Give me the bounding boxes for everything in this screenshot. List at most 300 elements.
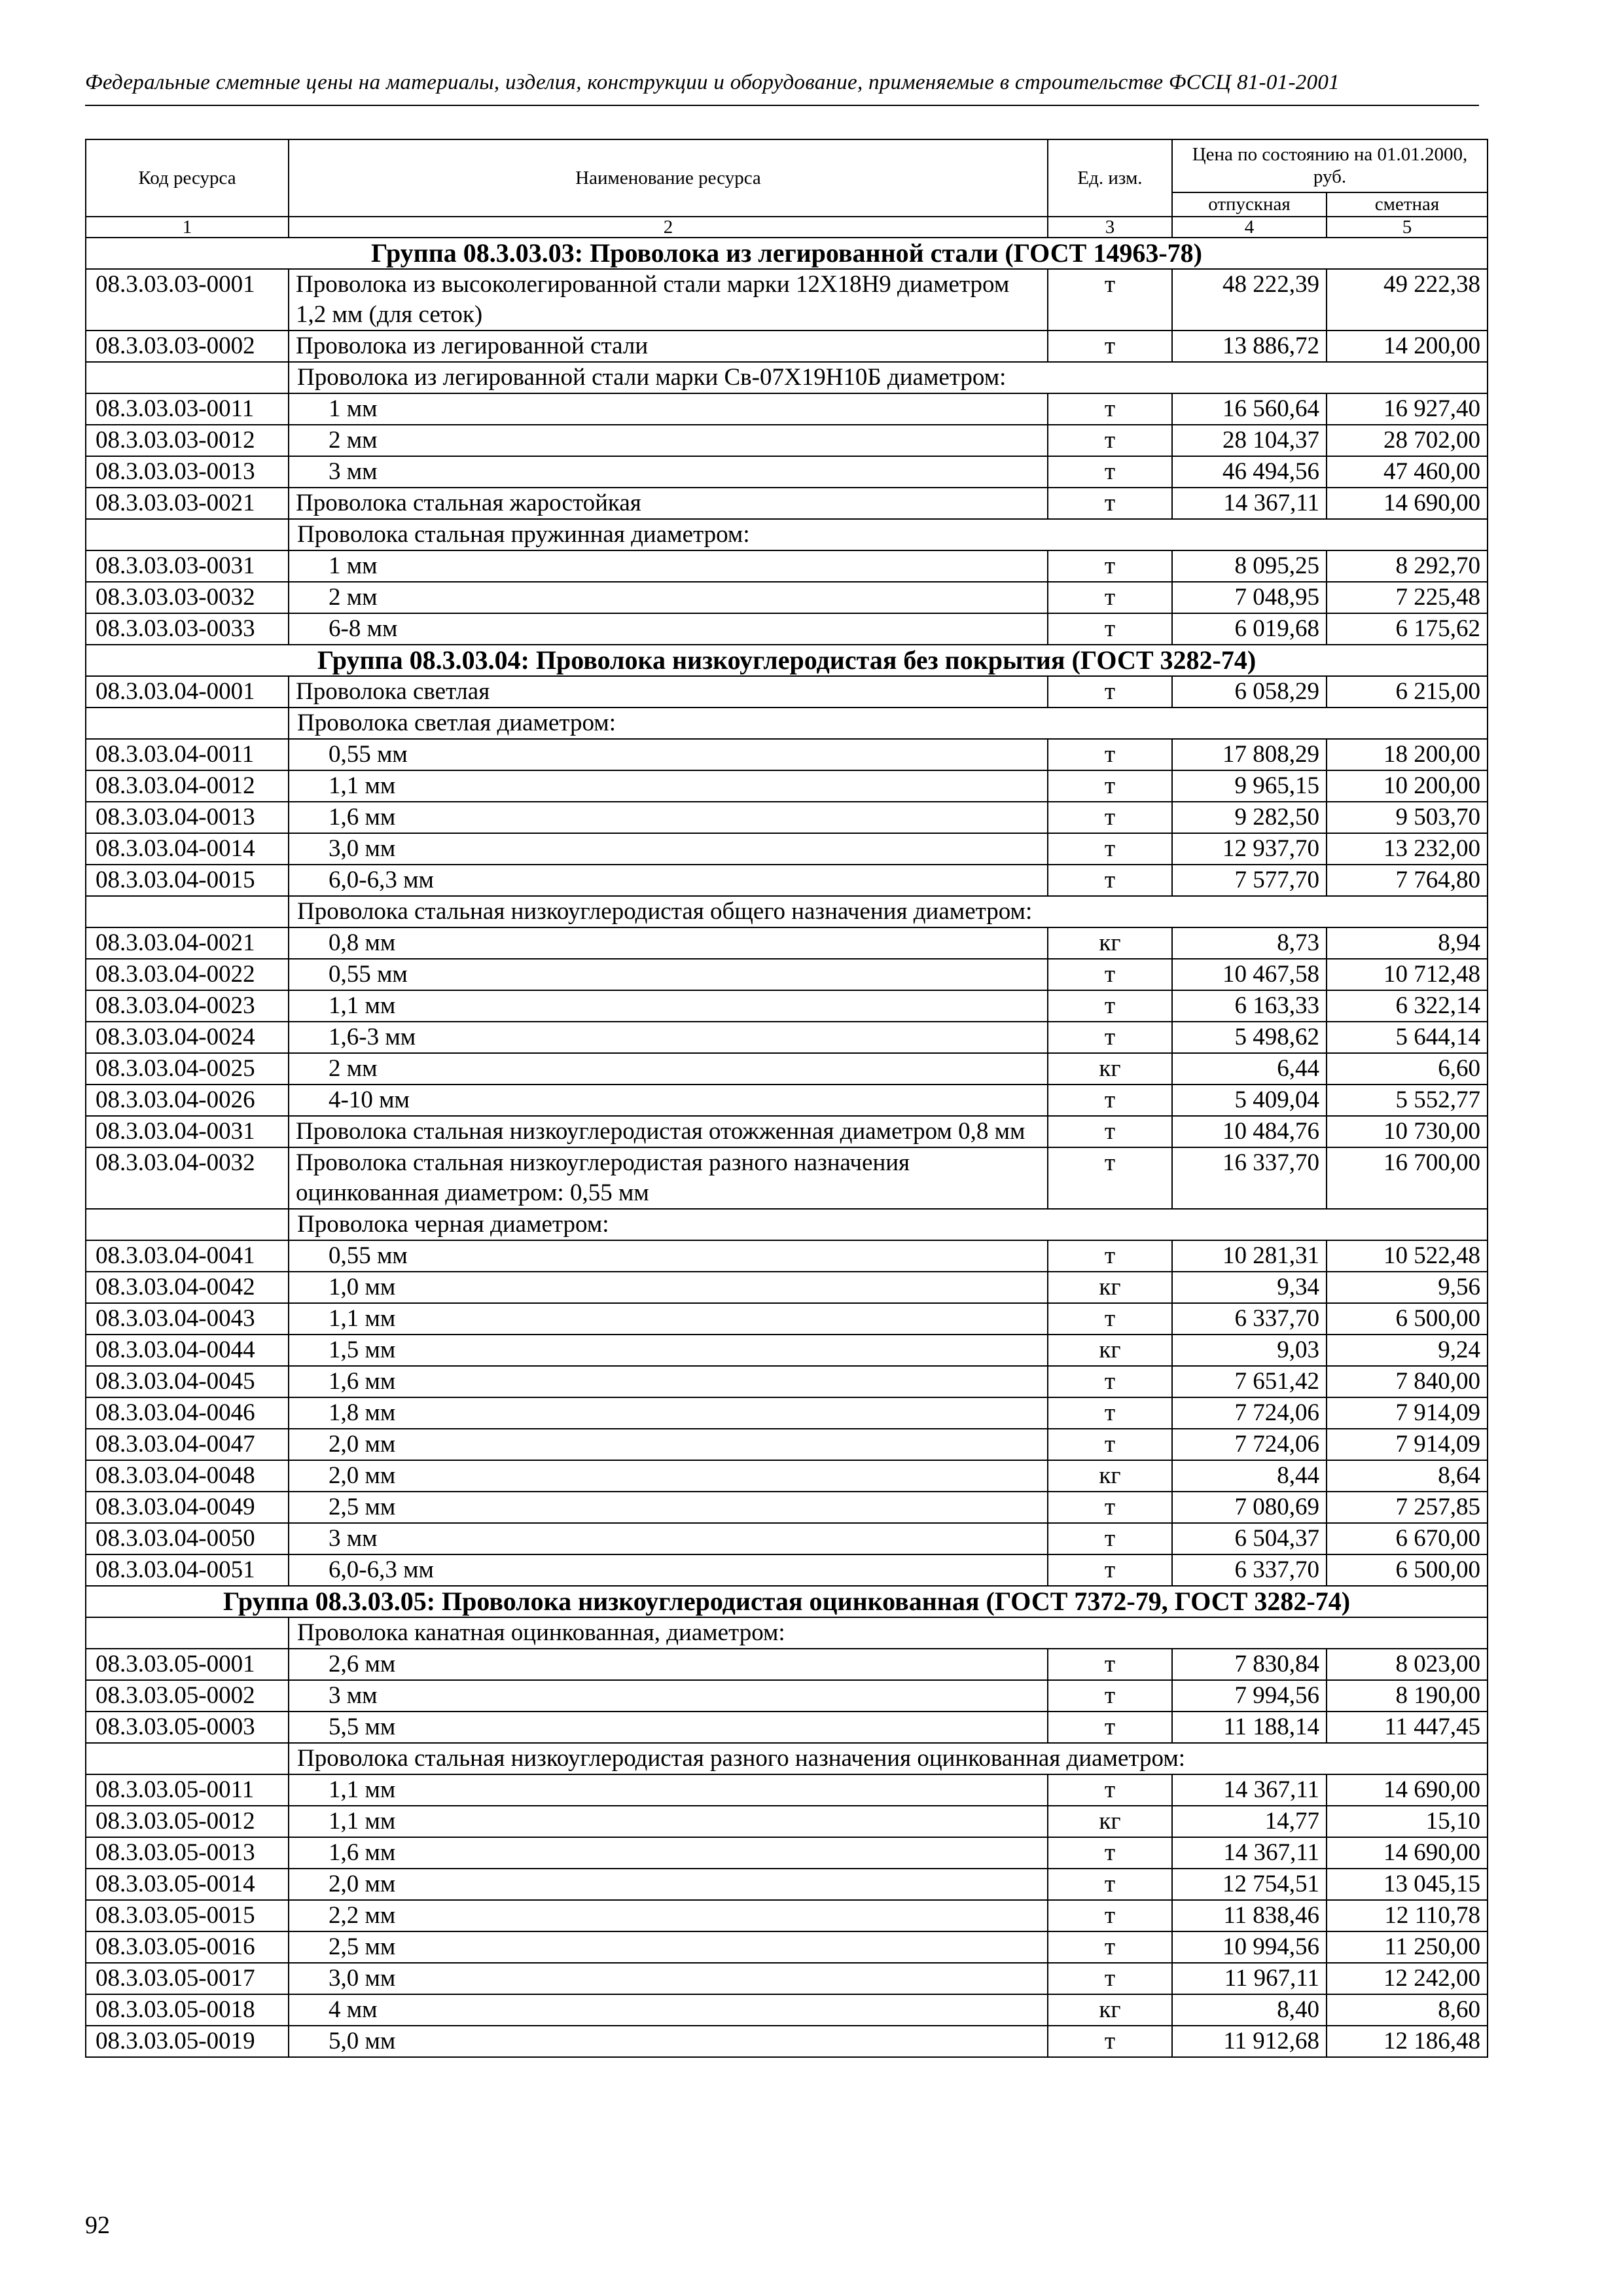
- unit: т: [1048, 613, 1172, 645]
- header-unit: Ед. изм.: [1048, 139, 1172, 217]
- resource-code: 08.3.03.04-0032: [86, 1147, 289, 1209]
- resource-code: 08.3.03.04-0022: [86, 959, 289, 990]
- release-price: 7 994,56: [1172, 1680, 1327, 1712]
- resource-code: 08.3.03.03-0033: [86, 613, 289, 645]
- table-row: [86, 802, 1488, 833]
- table-row: [86, 927, 1488, 959]
- subheader-row: [86, 708, 1488, 739]
- column-number: 3: [1048, 217, 1172, 238]
- subheader-row: [86, 1743, 1488, 1774]
- estimate-price: 14 690,00: [1327, 1837, 1488, 1869]
- header-code: Код ресурса: [86, 139, 289, 217]
- resource-name: Проволока из высоколегированной стали марки 12Х18Н9 диаметром 1,2 мм (для сеток): [289, 269, 1048, 331]
- unit: т: [1048, 1022, 1172, 1053]
- estimate-price: 9 503,70: [1327, 802, 1488, 833]
- table-row: [86, 1460, 1488, 1492]
- unit: кг: [1048, 927, 1172, 959]
- release-price: 14 367,11: [1172, 488, 1327, 519]
- estimate-price: 13 232,00: [1327, 833, 1488, 865]
- table-row: [86, 1492, 1488, 1523]
- estimate-price: 8 023,00: [1327, 1649, 1488, 1680]
- resource-name: 4-10 мм: [289, 1085, 1048, 1116]
- unit: т: [1048, 676, 1172, 708]
- unit: т: [1048, 959, 1172, 990]
- table-row: [86, 456, 1488, 488]
- table-row: [86, 1931, 1488, 1963]
- estimate-price: 6 670,00: [1327, 1523, 1488, 1554]
- resource-code: 08.3.03.05-0014: [86, 1869, 289, 1900]
- resource-code: 08.3.03.05-0012: [86, 1806, 289, 1837]
- resource-code: 08.3.03.03-0012: [86, 425, 289, 456]
- subheader-code-cell: [86, 896, 289, 927]
- resource-name: 1,6 мм: [289, 1366, 1048, 1397]
- release-price: 14 367,11: [1172, 1774, 1327, 1806]
- estimate-price: 9,24: [1327, 1335, 1488, 1366]
- resource-code: 08.3.03.04-0044: [86, 1335, 289, 1366]
- subheader-title: Проволока черная диаметром:: [289, 1209, 1488, 1240]
- resource-name: 1,0 мм: [289, 1272, 1048, 1303]
- release-price: 6 504,37: [1172, 1523, 1327, 1554]
- unit: т: [1048, 1429, 1172, 1460]
- estimate-price: 10 200,00: [1327, 770, 1488, 802]
- resource-name: 2 мм: [289, 582, 1048, 613]
- resource-name: 1,6 мм: [289, 802, 1048, 833]
- release-price: 9,34: [1172, 1272, 1327, 1303]
- estimate-price: 8,60: [1327, 1994, 1488, 2026]
- resource-name: 2,0 мм: [289, 1869, 1048, 1900]
- release-price: 46 494,56: [1172, 456, 1327, 488]
- release-price: 6 019,68: [1172, 613, 1327, 645]
- estimate-price: 7 840,00: [1327, 1366, 1488, 1397]
- release-price: 11 967,11: [1172, 1963, 1327, 1994]
- release-price: 16 337,70: [1172, 1147, 1327, 1209]
- resource-name: Проволока стальная жаростойкая: [289, 488, 1048, 519]
- table-row: [86, 1680, 1488, 1712]
- header-estimate-price: сметная: [1327, 192, 1488, 217]
- unit: т: [1048, 1931, 1172, 1963]
- table-row: [86, 959, 1488, 990]
- unit: т: [1048, 456, 1172, 488]
- release-price: 28 104,37: [1172, 425, 1327, 456]
- resource-code: 08.3.03.04-0011: [86, 739, 289, 770]
- unit: т: [1048, 331, 1172, 362]
- table-header-row: [86, 139, 1488, 192]
- resource-name: 2,5 мм: [289, 1931, 1048, 1963]
- unit: т: [1048, 1303, 1172, 1335]
- table-row: [86, 1712, 1488, 1743]
- unit: т: [1048, 1085, 1172, 1116]
- table-row: [86, 990, 1488, 1022]
- resource-code: 08.3.03.04-0001: [86, 676, 289, 708]
- estimate-price: 7 257,85: [1327, 1492, 1488, 1523]
- subheader-title: Проволока из легированной стали марки Св-07Х19Н10Б диаметром:: [289, 362, 1488, 393]
- release-price: 9,03: [1172, 1335, 1327, 1366]
- page-number: 92: [85, 2212, 110, 2239]
- release-price: 9 282,50: [1172, 802, 1327, 833]
- resource-code: 08.3.03.03-0002: [86, 331, 289, 362]
- resource-code: 08.3.03.03-0001: [86, 269, 289, 331]
- subheader-code-cell: [86, 708, 289, 739]
- release-price: 6 058,29: [1172, 676, 1327, 708]
- resource-name: 0,55 мм: [289, 959, 1048, 990]
- resource-code: 08.3.03.03-0032: [86, 582, 289, 613]
- header-name: Наименование ресурса: [289, 139, 1048, 217]
- subheader-row: [86, 519, 1488, 550]
- subheader-title: Проволока канатная оцинкованная, диаметром:: [289, 1617, 1488, 1649]
- resource-name: 1,1 мм: [289, 770, 1048, 802]
- table-row: [86, 676, 1488, 708]
- subheader-code-cell: [86, 1617, 289, 1649]
- resource-code: 08.3.03.05-0018: [86, 1994, 289, 2026]
- table-row: [86, 613, 1488, 645]
- table-row: [86, 1649, 1488, 1680]
- table-row: [86, 1806, 1488, 1837]
- release-price: 7 830,84: [1172, 1649, 1327, 1680]
- table-row: [86, 1240, 1488, 1272]
- resource-name: 1,6 мм: [289, 1837, 1048, 1869]
- subheader-code-cell: [86, 519, 289, 550]
- resource-name: 0,55 мм: [289, 739, 1048, 770]
- release-price: 10 994,56: [1172, 1931, 1327, 1963]
- table-row: [86, 1523, 1488, 1554]
- resource-name: 1,1 мм: [289, 1806, 1048, 1837]
- resource-name: 1,1 мм: [289, 990, 1048, 1022]
- table-row: [86, 1774, 1488, 1806]
- table-row: [86, 833, 1488, 865]
- estimate-price: 11 447,45: [1327, 1712, 1488, 1743]
- estimate-price: 7 225,48: [1327, 582, 1488, 613]
- header-release-price: отпускная: [1172, 192, 1327, 217]
- subheader-row: [86, 1209, 1488, 1240]
- unit: т: [1048, 1900, 1172, 1931]
- subheader-title: Проволока стальная пружинная диаметром:: [289, 519, 1488, 550]
- estimate-price: 6 322,14: [1327, 990, 1488, 1022]
- table-row: [86, 488, 1488, 519]
- running-header: Федеральные сметные цены на материалы, изделия, конструкции и оборудование, применяемые в строительстве ФССЦ 81-01-2001: [85, 71, 1340, 94]
- unit: кг: [1048, 1335, 1172, 1366]
- unit: т: [1048, 865, 1172, 896]
- release-price: 11 838,46: [1172, 1900, 1327, 1931]
- estimate-price: 10 712,48: [1327, 959, 1488, 990]
- unit: т: [1048, 833, 1172, 865]
- release-price: 10 281,31: [1172, 1240, 1327, 1272]
- resource-code: 08.3.03.05-0001: [86, 1649, 289, 1680]
- release-price: 12 754,51: [1172, 1869, 1327, 1900]
- resource-code: 08.3.03.05-0011: [86, 1774, 289, 1806]
- resource-code: 08.3.03.03-0021: [86, 488, 289, 519]
- group-header-row: [86, 645, 1488, 676]
- column-number: 4: [1172, 217, 1327, 238]
- resource-code: 08.3.03.05-0017: [86, 1963, 289, 1994]
- resource-code: 08.3.03.03-0031: [86, 550, 289, 582]
- resource-name: Проволока стальная низкоуглеродистая разного назначения оцинкованная диаметром: 0,55 мм: [289, 1147, 1048, 1209]
- resource-name: 1,6-3 мм: [289, 1022, 1048, 1053]
- estimate-price: 28 702,00: [1327, 425, 1488, 456]
- release-price: 11 188,14: [1172, 1712, 1327, 1743]
- resource-code: 08.3.03.04-0050: [86, 1523, 289, 1554]
- column-number-row: [86, 217, 1488, 238]
- resource-name: 3 мм: [289, 1680, 1048, 1712]
- resource-name: 5,5 мм: [289, 1712, 1048, 1743]
- estimate-price: 7 764,80: [1327, 865, 1488, 896]
- subheader-title: Проволока стальная низкоуглеродистая разного назначения оцинкованная диаметром:: [289, 1743, 1488, 1774]
- estimate-price: 12 110,78: [1327, 1900, 1488, 1931]
- resource-code: 08.3.03.03-0011: [86, 393, 289, 425]
- resource-name: 0,55 мм: [289, 1240, 1048, 1272]
- resource-name: 2,6 мм: [289, 1649, 1048, 1680]
- estimate-price: 10 522,48: [1327, 1240, 1488, 1272]
- release-price: 14,77: [1172, 1806, 1327, 1837]
- unit: т: [1048, 1869, 1172, 1900]
- unit: т: [1048, 1147, 1172, 1209]
- subheader-code-cell: [86, 1743, 289, 1774]
- table-row: [86, 739, 1488, 770]
- estimate-price: 13 045,15: [1327, 1869, 1488, 1900]
- release-price: 8,40: [1172, 1994, 1327, 2026]
- table-body: [86, 238, 1488, 2057]
- estimate-price: 10 730,00: [1327, 1116, 1488, 1147]
- header-rule: [85, 105, 1479, 106]
- release-price: 8,73: [1172, 927, 1327, 959]
- release-price: 17 808,29: [1172, 739, 1327, 770]
- estimate-price: 5 644,14: [1327, 1022, 1488, 1053]
- resource-name: 2 мм: [289, 425, 1048, 456]
- resource-name: Проволока стальная низкоуглеродистая отожженная диаметром 0,8 мм: [289, 1116, 1048, 1147]
- table-row: [86, 1900, 1488, 1931]
- estimate-price: 16 700,00: [1327, 1147, 1488, 1209]
- column-number: 5: [1327, 217, 1488, 238]
- resource-code: 08.3.03.05-0015: [86, 1900, 289, 1931]
- unit: т: [1048, 393, 1172, 425]
- resource-code: 08.3.03.04-0048: [86, 1460, 289, 1492]
- resource-code: 08.3.03.05-0013: [86, 1837, 289, 1869]
- release-price: 5 409,04: [1172, 1085, 1327, 1116]
- resource-name: 3,0 мм: [289, 833, 1048, 865]
- unit: кг: [1048, 1994, 1172, 2026]
- table-row: [86, 1147, 1488, 1209]
- resource-code: 08.3.03.04-0045: [86, 1366, 289, 1397]
- release-price: 8,44: [1172, 1460, 1327, 1492]
- estimate-price: 6 215,00: [1327, 676, 1488, 708]
- column-number: 2: [289, 217, 1048, 238]
- subheader-row: [86, 1617, 1488, 1649]
- table-row: [86, 331, 1488, 362]
- estimate-price: 14 690,00: [1327, 1774, 1488, 1806]
- estimate-price: 8,64: [1327, 1460, 1488, 1492]
- resource-name: 1,1 мм: [289, 1774, 1048, 1806]
- release-price: 13 886,72: [1172, 331, 1327, 362]
- table-row: [86, 1837, 1488, 1869]
- resource-code: 08.3.03.04-0013: [86, 802, 289, 833]
- table-row: [86, 865, 1488, 896]
- release-price: 10 484,76: [1172, 1116, 1327, 1147]
- unit: т: [1048, 425, 1172, 456]
- unit: т: [1048, 802, 1172, 833]
- estimate-price: 9,56: [1327, 1272, 1488, 1303]
- table-row: [86, 1366, 1488, 1397]
- resource-name: 1 мм: [289, 393, 1048, 425]
- group-title: Группа 08.3.03.03: Проволока из легированной стали (ГОСТ 14963-78): [86, 238, 1488, 269]
- group-title: Группа 08.3.03.04: Проволока низкоуглеродистая без покрытия (ГОСТ 3282-74): [86, 645, 1488, 676]
- unit: т: [1048, 1649, 1172, 1680]
- resource-code: 08.3.03.05-0016: [86, 1931, 289, 1963]
- release-price: 7 724,06: [1172, 1397, 1327, 1429]
- resource-name: 4 мм: [289, 1994, 1048, 2026]
- resource-name: 0,8 мм: [289, 927, 1048, 959]
- release-price: 12 937,70: [1172, 833, 1327, 865]
- resource-name: 1,1 мм: [289, 1303, 1048, 1335]
- unit: кг: [1048, 1460, 1172, 1492]
- table-row: [86, 1116, 1488, 1147]
- resource-code: 08.3.03.04-0046: [86, 1397, 289, 1429]
- release-price: 6 163,33: [1172, 990, 1327, 1022]
- subheader-row: [86, 362, 1488, 393]
- group-title: Группа 08.3.03.05: Проволока низкоуглеродистая оцинкованная (ГОСТ 7372-79, ГОСТ 3282-74): [86, 1586, 1488, 1617]
- subheader-code-cell: [86, 362, 289, 393]
- table-row: [86, 1397, 1488, 1429]
- resource-name: 1 мм: [289, 550, 1048, 582]
- resource-code: 08.3.03.04-0026: [86, 1085, 289, 1116]
- subheader-title: Проволока стальная низкоуглеродистая общего назначения диаметром:: [289, 896, 1488, 927]
- resource-name: 5,0 мм: [289, 2026, 1048, 2057]
- resource-name: 6,0-6,3 мм: [289, 865, 1048, 896]
- estimate-price: 5 552,77: [1327, 1085, 1488, 1116]
- resource-name: 6,0-6,3 мм: [289, 1554, 1048, 1586]
- table-row: [86, 1335, 1488, 1366]
- table-row: [86, 393, 1488, 425]
- unit: т: [1048, 2026, 1172, 2057]
- unit: кг: [1048, 1806, 1172, 1837]
- resource-name: 6-8 мм: [289, 613, 1048, 645]
- estimate-price: 8 190,00: [1327, 1680, 1488, 1712]
- resource-code: 08.3.03.04-0041: [86, 1240, 289, 1272]
- resource-code: 08.3.03.04-0042: [86, 1272, 289, 1303]
- table-row: [86, 1994, 1488, 2026]
- release-price: 8 095,25: [1172, 550, 1327, 582]
- resource-code: 08.3.03.04-0049: [86, 1492, 289, 1523]
- estimate-price: 16 927,40: [1327, 393, 1488, 425]
- resource-name: 3,0 мм: [289, 1963, 1048, 1994]
- table-row: [86, 770, 1488, 802]
- release-price: 16 560,64: [1172, 393, 1327, 425]
- resource-name: 1,5 мм: [289, 1335, 1048, 1366]
- resource-code: 08.3.03.04-0025: [86, 1053, 289, 1085]
- resource-code: 08.3.03.04-0021: [86, 927, 289, 959]
- release-price: 7 048,95: [1172, 582, 1327, 613]
- unit: т: [1048, 739, 1172, 770]
- table-row: [86, 1085, 1488, 1116]
- unit: т: [1048, 990, 1172, 1022]
- release-price: 5 498,62: [1172, 1022, 1327, 1053]
- estimate-price: 8 292,70: [1327, 550, 1488, 582]
- resource-code: 08.3.03.03-0013: [86, 456, 289, 488]
- unit: т: [1048, 550, 1172, 582]
- estimate-price: 6 175,62: [1327, 613, 1488, 645]
- estimate-price: 18 200,00: [1327, 739, 1488, 770]
- resource-code: 08.3.03.04-0047: [86, 1429, 289, 1460]
- estimate-price: 7 914,09: [1327, 1429, 1488, 1460]
- table-row: [86, 1053, 1488, 1085]
- unit: т: [1048, 1680, 1172, 1712]
- unit: т: [1048, 1397, 1172, 1429]
- resource-name: Проволока светлая: [289, 676, 1048, 708]
- resource-name: 2 мм: [289, 1053, 1048, 1085]
- table-row: [86, 1963, 1488, 1994]
- release-price: 11 912,68: [1172, 2026, 1327, 2057]
- price-table: [85, 139, 1488, 2058]
- resource-code: 08.3.03.04-0012: [86, 770, 289, 802]
- unit: т: [1048, 1837, 1172, 1869]
- unit: т: [1048, 1774, 1172, 1806]
- release-price: 7 577,70: [1172, 865, 1327, 896]
- unit: т: [1048, 1554, 1172, 1586]
- group-header-row: [86, 238, 1488, 269]
- unit: кг: [1048, 1272, 1172, 1303]
- subheader-title: Проволока светлая диаметром:: [289, 708, 1488, 739]
- estimate-price: 7 914,09: [1327, 1397, 1488, 1429]
- table-row: [86, 2026, 1488, 2057]
- unit: т: [1048, 1712, 1172, 1743]
- table-row: [86, 550, 1488, 582]
- resource-name: 3 мм: [289, 1523, 1048, 1554]
- table-row: [86, 425, 1488, 456]
- unit: т: [1048, 269, 1172, 331]
- resource-name: 2,5 мм: [289, 1492, 1048, 1523]
- release-price: 48 222,39: [1172, 269, 1327, 331]
- resource-code: 08.3.03.04-0024: [86, 1022, 289, 1053]
- table-row: [86, 1429, 1488, 1460]
- estimate-price: 47 460,00: [1327, 456, 1488, 488]
- unit: т: [1048, 1116, 1172, 1147]
- release-price: 6 337,70: [1172, 1554, 1327, 1586]
- release-price: 14 367,11: [1172, 1837, 1327, 1869]
- column-number: 1: [86, 217, 289, 238]
- table-row: [86, 1554, 1488, 1586]
- estimate-price: 11 250,00: [1327, 1931, 1488, 1963]
- resource-name: 2,2 мм: [289, 1900, 1048, 1931]
- estimate-price: 14 200,00: [1327, 331, 1488, 362]
- estimate-price: 8,94: [1327, 927, 1488, 959]
- table-row: [86, 1869, 1488, 1900]
- header-price: Цена по состоянию на 01.01.2000, руб.: [1172, 139, 1488, 192]
- estimate-price: 14 690,00: [1327, 488, 1488, 519]
- resource-code: 08.3.03.05-0002: [86, 1680, 289, 1712]
- group-header-row: [86, 1586, 1488, 1617]
- resource-name: Проволока из легированной стали: [289, 331, 1048, 362]
- table-row: [86, 269, 1488, 331]
- estimate-price: 49 222,38: [1327, 269, 1488, 331]
- unit: кг: [1048, 1053, 1172, 1085]
- release-price: 7 080,69: [1172, 1492, 1327, 1523]
- table-row: [86, 1022, 1488, 1053]
- unit: т: [1048, 1240, 1172, 1272]
- release-price: 9 965,15: [1172, 770, 1327, 802]
- resource-code: 08.3.03.04-0031: [86, 1116, 289, 1147]
- resource-name: 3 мм: [289, 456, 1048, 488]
- estimate-price: 12 242,00: [1327, 1963, 1488, 1994]
- resource-code: 08.3.03.04-0043: [86, 1303, 289, 1335]
- estimate-price: 15,10: [1327, 1806, 1488, 1837]
- resource-code: 08.3.03.04-0051: [86, 1554, 289, 1586]
- subheader-row: [86, 896, 1488, 927]
- release-price: 7 651,42: [1172, 1366, 1327, 1397]
- unit: т: [1048, 582, 1172, 613]
- resource-name: 2,0 мм: [289, 1460, 1048, 1492]
- table-row: [86, 582, 1488, 613]
- estimate-price: 12 186,48: [1327, 2026, 1488, 2057]
- table-row: [86, 1303, 1488, 1335]
- resource-code: 08.3.03.05-0019: [86, 2026, 289, 2057]
